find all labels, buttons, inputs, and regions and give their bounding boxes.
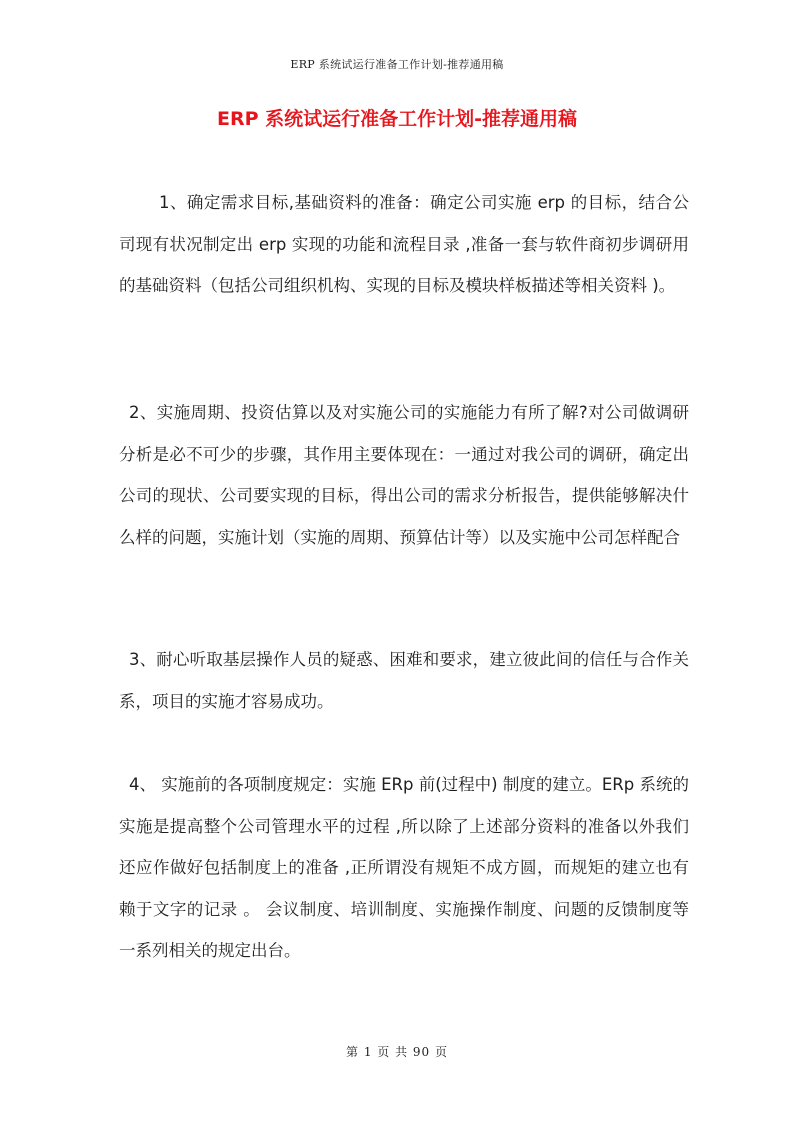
paragraph-4: 4、 实施前的各项制度规定：实施 ERp 前(过程中) 制度的建立。ERp 系统的实施是提高整个公司管理水平的过程 ,所以除了上述部分资料的准备以外我们还应作做好包括制度上的准备 ,正所谓没有规矩不成方圆，而规矩的建立也有赖于文字的记录 。 会议制度、培训制度、实施操作制度、问题的反馈制度等一系列相关的规定出台。 [119, 775, 689, 960]
running-header: ERP 系统试运行准备工作计划-推荐通用稿 [290, 58, 504, 71]
page-number-footer: 第 1 页 共 90 页 [346, 1045, 448, 1059]
paragraph-3: 3、耐心听取基层操作人员的疑惑、困难和要求，建立彼此间的信任与合作关系，项目的实施才容易成功。 [119, 650, 689, 711]
document-title: ERP 系统试运行准备工作计划-推荐通用稿 [216, 108, 578, 130]
paragraph-2: 2、实施周期、投资估算以及对实施公司的实施能力有所了解?对公司做调研分析是必不可少的步骤，其作用主要体现在：一通过对我公司的调研，确定出公司的现状、公司要实现的目标，得出公司的需求分析报告，提供能够解决什么样的问题，实施计划（实施的周期、预算估计等）以及实施中公司怎样配合 [119, 403, 689, 547]
paragraph-1: 1、确定需求目标,基础资料的准备：确定公司实施 erp 的目标，结合公司现有状况制定出 erp 实现的功能和流程目录 ,准备一套与软件商初步调研用的基础资料（包括公司组织机构、实现的目标及模块样板描述等相关资料 )。 [119, 193, 689, 295]
